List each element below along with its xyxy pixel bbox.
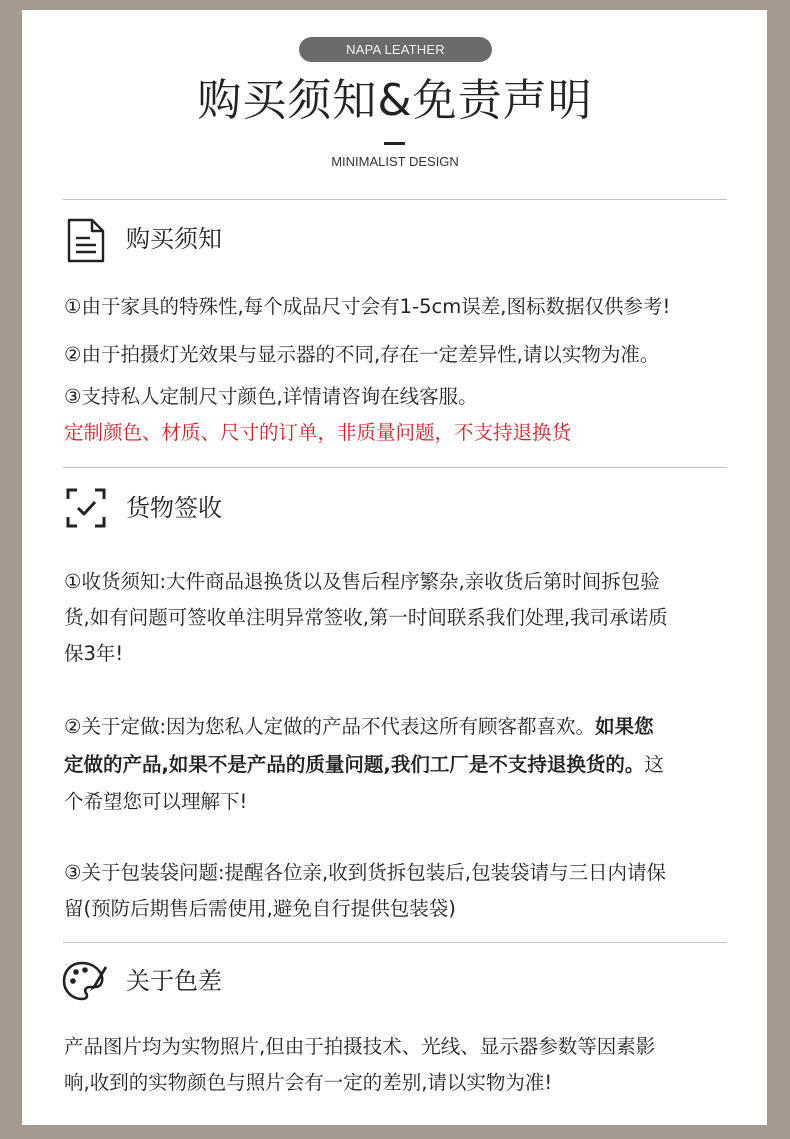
purchase-line-3: ③支持私人定制尺寸颜色,详情请咨询在线客服。 [64,385,478,408]
page-subtitle: MINIMALIST DESIGN [331,154,459,169]
receipt-p2-line-1-normal: ②关于定做:因为您私人定做的产品不代表这所有顾客都喜欢。 [64,715,596,738]
napa-leather-badge: NAPA LEATHER [299,37,492,62]
receipt-p2-line-1 [64,713,654,741]
scan-check-icon [66,488,106,528]
color-diff-section-title: 关于色差 [126,967,222,995]
receipt-p2-line-3: 个希望您可以理解下! [64,790,248,813]
color-diff-line-1: 产品图片均为实物照片,但由于拍摄技术、光线、显示器参数等因素影 [64,1035,656,1058]
purchase-line-2: ②由于拍摄灯光效果与显示器的不同,存在一定差异性,请以实物为准。 [64,343,660,366]
document-icon [66,218,106,263]
color-diff-line-2: 响,收到的实物颜色与照片会有一定的差别,请以实物为准! [64,1071,553,1094]
purchase-line-1: ①由于家具的特殊性,每个成品尺寸会有1-5cm误差,图标数据仅供参考! [64,295,671,318]
title-divider [384,142,405,145]
page-title: 购买须知&免责声明 [197,75,593,126]
section-divider [63,467,727,468]
receipt-p1-line-1: ①收货须知:大件商品退换货以及售后程序繁杂,亲收货后第时间拆包验 [64,570,660,593]
section-divider [63,199,727,200]
receipt-p3-line-2: 留(预防后期售后需使用,避免自行提供包装袋) [64,897,456,920]
receipt-p2-line-2-normal: 这 [644,753,664,776]
receipt-p2-line-2-bold: 定做的产品,如果不是产品的质量问题,我们工厂是不支持退换货的。 [64,753,645,776]
receipt-p3-line-1: ③关于包装袋问题:提醒各位亲,收到货拆包装后,包装袋请与三日内请保 [64,861,666,884]
receipt-p1-line-3: 保3年! [64,642,124,665]
palette-icon [62,960,108,1002]
receipt-p1-line-2: 货,如有问题可签收单注明异常签收,第一时间联系我们处理,我司承诺质 [64,606,668,629]
purchase-section-title: 购买须知 [126,225,222,253]
section-divider [63,942,727,943]
receipt-p2-line-1-bold: 如果您 [595,715,654,738]
receipt-p2-line-2 [64,751,664,779]
custom-order-warning: 定制颜色、材质、尺寸的订单，非质量问题，不支持退换货 [64,421,572,444]
receipt-section-title: 货物签收 [126,494,222,522]
